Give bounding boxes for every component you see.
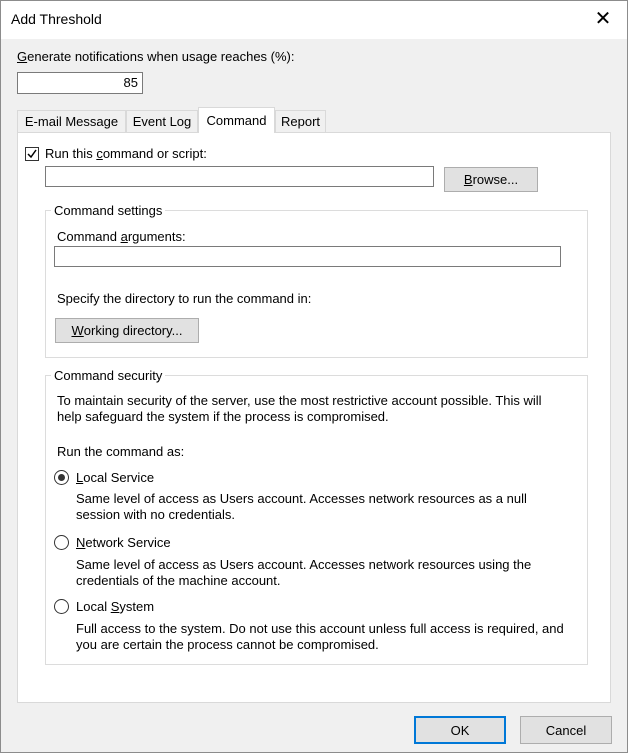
local-system-desc-2: you are certain the process cannot be compromised. bbox=[76, 637, 379, 652]
script-path-input[interactable] bbox=[45, 166, 434, 187]
option-label-accesskey: L bbox=[76, 470, 84, 485]
option-label-post: ocal Service bbox=[83, 470, 155, 485]
network-service-desc-1: Same level of access as Users account. Accesses network resources using the bbox=[76, 557, 532, 572]
threshold-label bbox=[17, 49, 295, 64]
network-service-desc-2: credentials of the machine account. bbox=[76, 573, 281, 588]
browse-button[interactable] bbox=[444, 167, 538, 192]
radio-selected-dot bbox=[58, 474, 65, 481]
command-arguments-input[interactable] bbox=[54, 246, 561, 267]
local-service-radio[interactable] bbox=[54, 470, 69, 485]
cancel-button[interactable]: Cancel bbox=[520, 716, 612, 744]
threshold-percent-input[interactable]: 85 bbox=[17, 72, 143, 94]
window-title: Add Threshold bbox=[11, 11, 102, 27]
option-label-pre: Local bbox=[76, 599, 111, 614]
browse-button-accesskey: B bbox=[463, 172, 473, 187]
security-intro-line-2: help safeguard the system if the process is compromised. bbox=[57, 409, 389, 424]
local-system-label[interactable] bbox=[76, 599, 154, 614]
command-arguments-label bbox=[57, 229, 186, 244]
tab-command[interactable]: Command bbox=[198, 107, 275, 133]
run-command-label[interactable] bbox=[45, 146, 207, 161]
run-command-label-pre: Run this bbox=[45, 146, 97, 161]
local-service-desc-1: Same level of access as Users account. Accesses network resources as a null bbox=[76, 491, 527, 506]
run-command-label-post: ommand or script: bbox=[102, 146, 207, 161]
local-service-label[interactable] bbox=[76, 470, 154, 485]
args-label-accesskey: a bbox=[120, 229, 128, 244]
args-label-post: rguments: bbox=[127, 229, 186, 244]
network-service-label[interactable] bbox=[76, 535, 171, 550]
run-command-label-accesskey: c bbox=[96, 146, 103, 161]
option-label-post: ystem bbox=[119, 599, 155, 614]
browse-button-text: rowse... bbox=[472, 172, 519, 187]
run-as-label: Run the command as: bbox=[57, 444, 185, 459]
network-service-radio[interactable] bbox=[54, 535, 69, 550]
command-tab-panel bbox=[17, 132, 611, 703]
checkmark-icon bbox=[27, 149, 37, 159]
title-bar bbox=[1, 1, 627, 39]
args-label-pre: Command bbox=[57, 229, 121, 244]
threshold-label-text: enerate notifications when usage reaches (%): bbox=[27, 49, 295, 64]
security-intro-line-1: To maintain security of the server, use the most restrictive account possible. This will bbox=[57, 393, 542, 408]
command-settings-title: Command settings bbox=[51, 203, 165, 218]
option-label-accesskey: S bbox=[110, 599, 120, 614]
command-security-title: Command security bbox=[51, 368, 165, 383]
tab-report[interactable]: Report bbox=[275, 110, 326, 132]
close-icon[interactable]: ✕ bbox=[594, 8, 612, 30]
ok-button[interactable]: OK bbox=[414, 716, 506, 744]
option-label-accesskey: N bbox=[76, 535, 86, 550]
tab-event-log[interactable]: Event Log bbox=[126, 110, 198, 132]
option-label-post: etwork Service bbox=[85, 535, 171, 550]
local-system-desc-1: Full access to the system. Do not use this account unless full access is required, and bbox=[76, 621, 564, 636]
threshold-label-accesskey: G bbox=[17, 49, 28, 64]
tab-email-message[interactable]: E-mail Message bbox=[17, 110, 126, 132]
local-service-desc-2: session with no credentials. bbox=[76, 507, 235, 522]
local-system-radio[interactable] bbox=[54, 599, 69, 614]
working-dir-accesskey: W bbox=[71, 323, 84, 338]
working-directory-label: Specify the directory to run the command in: bbox=[57, 291, 312, 306]
working-dir-text: orking directory... bbox=[83, 323, 183, 338]
working-directory-button[interactable] bbox=[55, 318, 199, 343]
run-command-checkbox[interactable] bbox=[25, 147, 39, 161]
